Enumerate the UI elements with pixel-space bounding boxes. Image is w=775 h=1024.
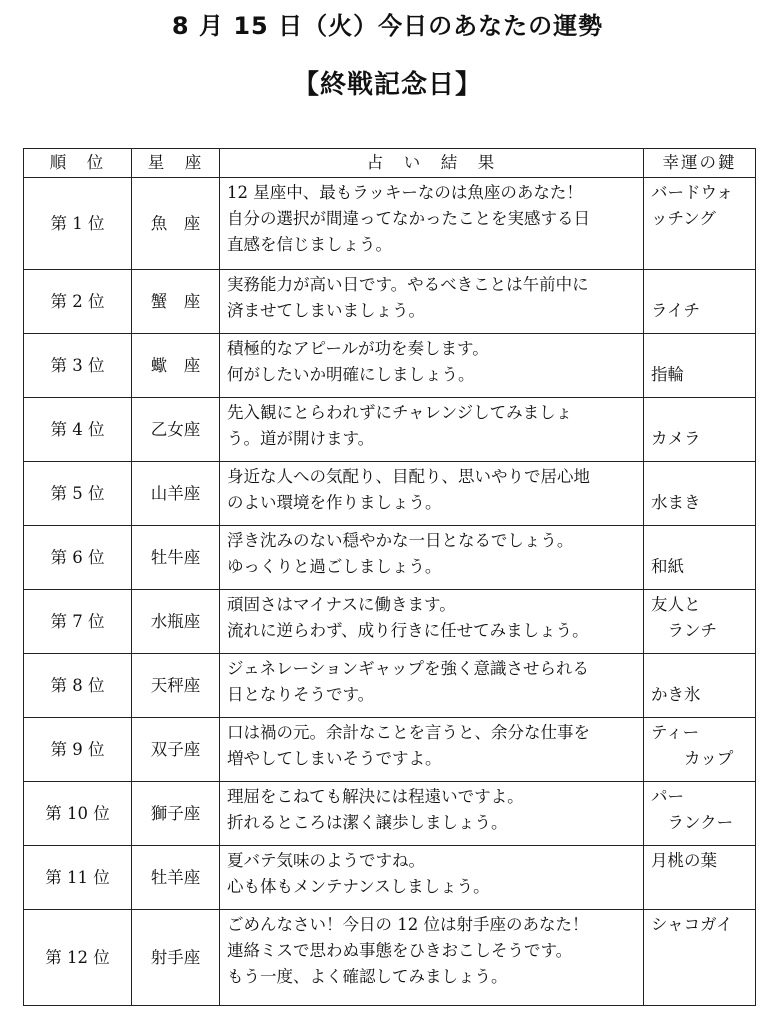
header-result: 占 い 結 果 [220, 149, 644, 178]
result-line: 理屈をこねても解決には程遠いですよ。 [227, 787, 524, 806]
table-row [24, 654, 756, 718]
fortune-result-cell [220, 178, 644, 270]
table-row [24, 526, 756, 590]
table-row [24, 398, 756, 462]
table-row [24, 718, 756, 782]
zodiac-sign-cell: 山羊座 [132, 462, 220, 526]
fortune-result-cell [220, 398, 644, 462]
lucky-key-line [651, 656, 755, 682]
result-line: もう一度、よく確認してみましょう。 [227, 967, 508, 986]
result-line: 自分の選択が間違ってなかったことを実感する日 [227, 209, 590, 228]
result-line: 済ませてしまいましょう。 [227, 301, 425, 320]
result-line: 口は禍の元。余計なことを言うと、余分な仕事を [227, 723, 590, 742]
lucky-key-cell [644, 398, 756, 462]
result-line: 何がしたいか明確にしましょう。 [227, 365, 475, 384]
result-line: う。道が開けます。 [227, 429, 375, 448]
lucky-key-cell [644, 462, 756, 526]
lucky-key-line [651, 464, 755, 490]
lucky-key-line: 月桃の葉 [651, 851, 717, 870]
lucky-key-line: 和紙 [651, 557, 684, 576]
rank-cell: 第 5 位 [24, 462, 132, 526]
result-line: 直感を信じましょう。 [227, 235, 392, 254]
table-row [24, 846, 756, 910]
rank-cell: 第 1 位 [24, 178, 132, 270]
rank-cell: 第 2 位 [24, 270, 132, 334]
lucky-key-line: ライチ [651, 301, 701, 320]
rank-cell: 第 6 位 [24, 526, 132, 590]
zodiac-sign-cell: 天秤座 [132, 654, 220, 718]
fortune-result-cell [220, 718, 644, 782]
lucky-key-cell [644, 910, 756, 1006]
result-line: 夏バテ気味のようですね。 [227, 851, 425, 870]
rank-cell: 第 4 位 [24, 398, 132, 462]
result-line: 浮き沈みのない穏やかな一日となるでしょう。 [227, 531, 574, 550]
lucky-key-cell [644, 178, 756, 270]
fortune-result-cell [220, 270, 644, 334]
rank-cell: 第 10 位 [24, 782, 132, 846]
result-line: 身近な人への気配り、目配り、思いやりで居心地 [227, 467, 590, 486]
zodiac-sign-cell: 水瓶座 [132, 590, 220, 654]
table-row [24, 782, 756, 846]
lucky-key-line: 指輪 [651, 365, 684, 384]
zodiac-sign-cell: 蟹 座 [132, 270, 220, 334]
table-row [24, 462, 756, 526]
lucky-key-cell [644, 718, 756, 782]
result-line: ゆっくりと過ごしましょう。 [227, 557, 442, 576]
header-lucky-key: 幸運の鍵 [644, 149, 756, 178]
page-subtitle: 【終戦記念日】 [292, 70, 482, 100]
lucky-key-line [651, 336, 755, 362]
result-line: ジェネレーションギャップを強く意識させられる [227, 659, 590, 678]
rank-cell: 第 11 位 [24, 846, 132, 910]
result-line: 心も体もメンテナンスしましょう。 [227, 877, 490, 896]
zodiac-sign-cell: 牡羊座 [132, 846, 220, 910]
table-row [24, 178, 756, 270]
page-title: 8 月 15 日（火）今日のあなたの運勢 [171, 12, 604, 40]
rank-cell: 第 9 位 [24, 718, 132, 782]
fortune-result-cell [220, 782, 644, 846]
lucky-key-line: ッチング [651, 209, 716, 228]
rank-cell: 第 7 位 [24, 590, 132, 654]
table-row [24, 590, 756, 654]
zodiac-sign-cell: 獅子座 [132, 782, 220, 846]
lucky-key-cell [644, 270, 756, 334]
header-sign: 星 座 [132, 149, 220, 178]
rank-cell: 第 12 位 [24, 910, 132, 1006]
lucky-key-line: カップ [651, 749, 734, 768]
result-line: 増やしてしまいそうですよ。 [227, 749, 442, 768]
rank-cell: 第 8 位 [24, 654, 132, 718]
lucky-key-line: 水まき [651, 493, 701, 512]
lucky-key-cell [644, 782, 756, 846]
zodiac-sign-cell: 牡牛座 [132, 526, 220, 590]
fortune-result-cell [220, 654, 644, 718]
fortune-result-cell [220, 526, 644, 590]
result-line: 折れるところは潔く譲歩しましょう。 [227, 813, 508, 832]
rank-cell: 第 3 位 [24, 334, 132, 398]
fortune-table [23, 148, 756, 1006]
lucky-key-cell [644, 526, 756, 590]
lucky-key-line: カメラ [651, 429, 701, 448]
result-line: 先入観にとらわれずにチャレンジしてみましょ [227, 403, 573, 422]
lucky-key-cell [644, 846, 756, 910]
zodiac-sign-cell: 魚 座 [132, 178, 220, 270]
result-line: 連絡ミスで思わぬ事態をひきおこしそうです。 [227, 941, 573, 960]
lucky-key-line: 友人と [651, 595, 701, 614]
lucky-key-line: バードウォ [651, 183, 733, 202]
zodiac-sign-cell: 双子座 [132, 718, 220, 782]
table-row [24, 270, 756, 334]
result-line: 12 星座中、最もラッキーなのは魚座のあなた！ [227, 183, 583, 202]
table-header-row [24, 149, 756, 178]
lucky-key-line: ランチ [651, 621, 717, 640]
fortune-result-cell [220, 590, 644, 654]
fortune-result-cell [220, 846, 644, 910]
result-line: 日となりそうです。 [227, 685, 375, 704]
header-rank: 順 位 [24, 149, 132, 178]
result-line: 流れに逆らわず、成り行きに任せてみましょう。 [227, 621, 589, 640]
result-line: 実務能力が高い日です。やるべきことは午前中に [227, 275, 589, 294]
lucky-key-line: ランクー [651, 813, 734, 832]
fortune-result-cell [220, 910, 644, 1006]
zodiac-sign-cell: 射手座 [132, 910, 220, 1006]
lucky-key-line: ティー [651, 723, 700, 742]
fortune-result-cell [220, 334, 644, 398]
lucky-key-line [651, 400, 755, 426]
zodiac-sign-cell: 乙女座 [132, 398, 220, 462]
lucky-key-line: パー [651, 787, 684, 806]
table-row [24, 910, 756, 1006]
result-line: ごめんなさい！今日の 12 位は射手座のあなた！ [227, 915, 589, 934]
result-line: 頑固さはマイナスに働きます。 [227, 595, 456, 614]
lucky-key-cell [644, 590, 756, 654]
result-line: 積極的なアピールが功を奏します。 [227, 339, 489, 358]
lucky-key-line [651, 528, 755, 554]
fortune-result-cell [220, 462, 644, 526]
zodiac-sign-cell: 蠍 座 [132, 334, 220, 398]
lucky-key-line: シャコガイ [651, 915, 733, 934]
lucky-key-cell [644, 334, 756, 398]
lucky-key-line: かき氷 [651, 685, 701, 704]
lucky-key-line [651, 272, 755, 298]
lucky-key-cell [644, 654, 756, 718]
table-row [24, 334, 756, 398]
result-line: のよい環境を作りましょう。 [227, 493, 442, 512]
